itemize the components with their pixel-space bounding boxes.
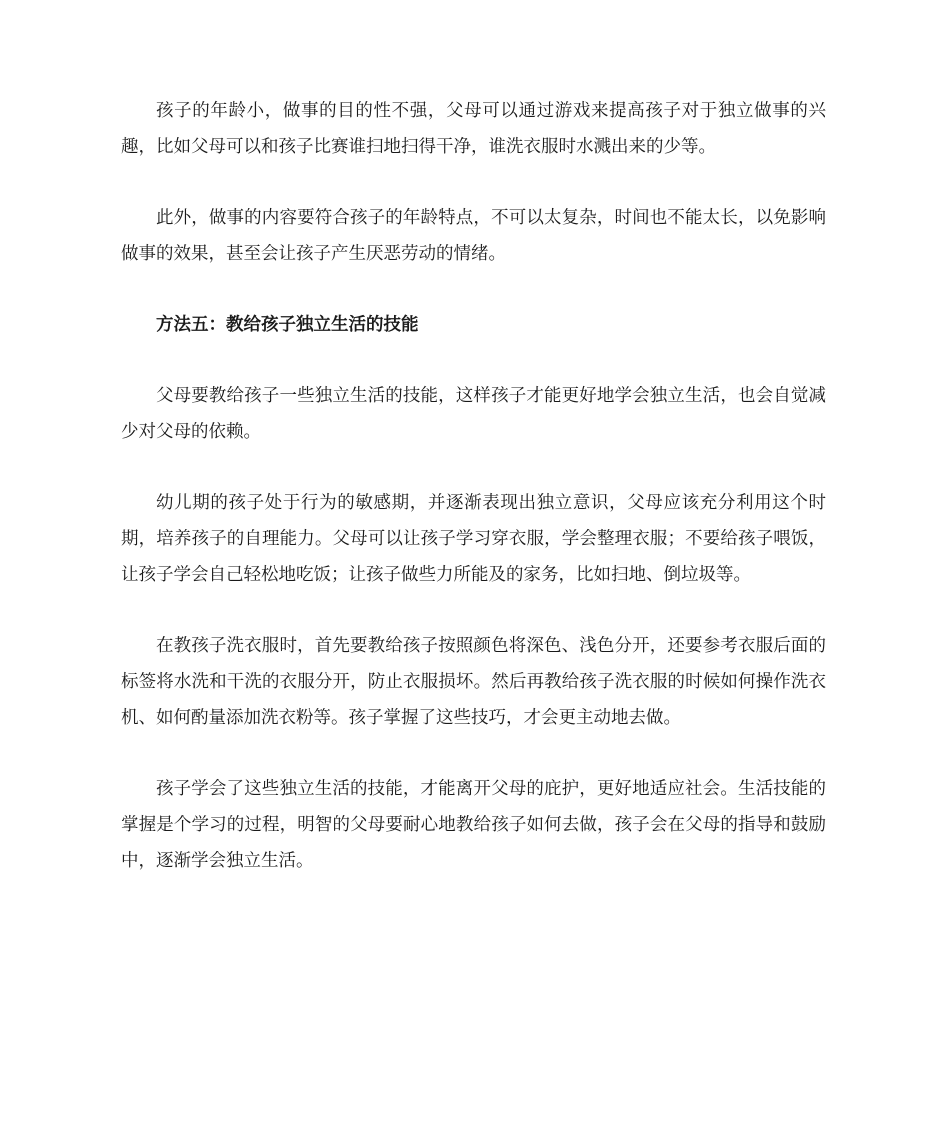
paragraph-spacer <box>121 272 826 307</box>
section-heading: 方法五：教给孩子独立生活的技能 <box>156 315 419 335</box>
paragraph-game-interest: 孩子的年龄小，做事的目的性不强，父母可以通过游戏来提高孩子对于独立做事的兴趣，比如父母可以和孩子比赛谁扫地扫得干净，谁洗衣服时水溅出来的少等。 <box>121 101 826 157</box>
paragraph-age-appropriate: 此外，做事的内容要符合孩子的年龄特点，不可以太复杂，时间也不能太长，以免影响做事的效果，甚至会让孩子产生厌恶劳动的情绪。 <box>121 208 826 264</box>
paragraph-sensitive-period: 幼儿期的孩子处于行为的敏感期，并逐渐表现出独立意识，父母应该充分利用这个时期，培养孩子的自理能力。父母可以让孩子学习穿衣服，学会整理衣服；不要给孩子喂饭，让孩子学会自己轻松地吃饭；让孩子做些力所能及的家务，比如扫地、倒垃圾等。 <box>121 493 826 585</box>
paragraph-conclusion: 孩子学会了这些独立生活的技能，才能离开父母的庇护，更好地适应社会。生活技能的掌握是个学习的过程，明智的父母要耐心地教给孩子如何去做，孩子会在父母的指导和鼓励中，逐渐学会独立生活。 <box>121 779 826 871</box>
document-body <box>121 93 826 879</box>
paragraph-spacer <box>121 165 826 200</box>
paragraph-spacer <box>121 593 826 628</box>
paragraph-spacer <box>121 450 826 485</box>
paragraph-spacer <box>121 736 826 771</box>
paragraph-spacer <box>121 343 826 378</box>
paragraph-laundry: 在教孩子洗衣服时，首先要教给孩子按照颜色将深色、浅色分开，还要参考衣服后面的标签将水洗和干洗的衣服分开，防止衣服损坏。然后再教给孩子洗衣服的时候如何操作洗衣机、如何酌量添加洗衣粉等。孩子掌握了这些技巧，才会更主动地去做。 <box>121 636 826 728</box>
paragraph-teach-skills: 父母要教给孩子一些独立生活的技能，这样孩子才能更好地学会独立生活，也会自觉减少对父母的依赖。 <box>121 386 826 442</box>
